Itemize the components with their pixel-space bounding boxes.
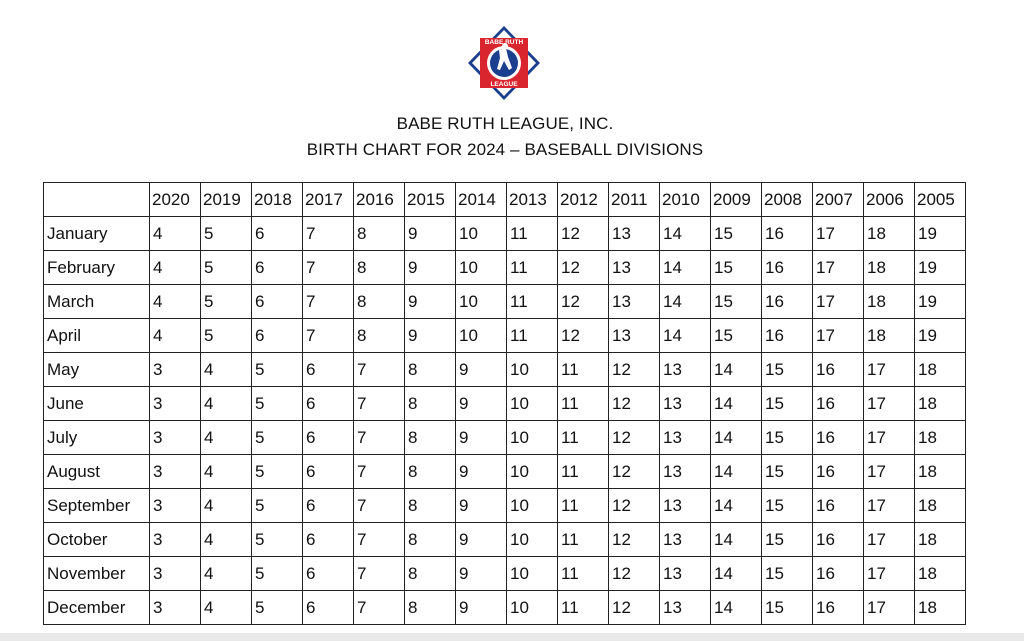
age-cell: 13 (609, 217, 660, 251)
age-cell: 15 (711, 217, 762, 251)
age-cell: 3 (150, 489, 201, 523)
year-header: 2018 (252, 183, 303, 217)
age-cell: 10 (456, 251, 507, 285)
month-cell: November (44, 557, 150, 591)
age-cell: 15 (762, 557, 813, 591)
age-cell: 6 (252, 217, 303, 251)
age-cell: 12 (558, 285, 609, 319)
age-cell: 6 (303, 455, 354, 489)
age-cell: 11 (558, 421, 609, 455)
age-cell: 19 (915, 319, 966, 353)
month-cell: March (44, 285, 150, 319)
age-cell: 6 (303, 421, 354, 455)
age-cell: 4 (201, 353, 252, 387)
age-cell: 7 (354, 421, 405, 455)
age-cell: 14 (660, 285, 711, 319)
age-cell: 12 (609, 421, 660, 455)
age-cell: 4 (150, 251, 201, 285)
age-cell: 19 (915, 251, 966, 285)
year-header: 2013 (507, 183, 558, 217)
age-cell: 9 (405, 251, 456, 285)
age-cell: 14 (711, 591, 762, 625)
age-cell: 17 (864, 421, 915, 455)
babe-ruth-league-logo (466, 24, 542, 102)
age-cell: 9 (456, 455, 507, 489)
age-cell: 9 (456, 387, 507, 421)
age-cell: 18 (915, 523, 966, 557)
age-cell: 11 (558, 523, 609, 557)
age-cell: 4 (201, 455, 252, 489)
age-cell: 14 (711, 455, 762, 489)
age-cell: 8 (405, 557, 456, 591)
age-cell: 10 (456, 319, 507, 353)
age-cell: 7 (354, 557, 405, 591)
month-cell: May (44, 353, 150, 387)
age-cell: 9 (456, 353, 507, 387)
year-header: 2006 (864, 183, 915, 217)
age-cell: 9 (405, 285, 456, 319)
year-header: 2015 (405, 183, 456, 217)
year-header: 2012 (558, 183, 609, 217)
age-cell: 6 (252, 251, 303, 285)
year-header: 2016 (354, 183, 405, 217)
age-cell: 5 (201, 285, 252, 319)
age-cell: 10 (456, 285, 507, 319)
age-cell: 7 (354, 591, 405, 625)
age-cell: 11 (507, 251, 558, 285)
age-cell: 14 (660, 251, 711, 285)
age-cell: 14 (711, 421, 762, 455)
age-cell: 15 (762, 353, 813, 387)
age-cell: 16 (813, 591, 864, 625)
age-cell: 11 (558, 387, 609, 421)
age-cell: 9 (456, 489, 507, 523)
age-cell: 17 (813, 217, 864, 251)
age-cell: 18 (915, 353, 966, 387)
age-cell: 4 (150, 319, 201, 353)
age-cell: 18 (864, 251, 915, 285)
age-cell: 9 (456, 421, 507, 455)
age-cell: 14 (660, 217, 711, 251)
age-cell: 19 (915, 285, 966, 319)
age-cell: 10 (507, 455, 558, 489)
age-cell: 8 (354, 285, 405, 319)
age-cell: 5 (201, 251, 252, 285)
age-cell: 16 (813, 455, 864, 489)
age-cell: 11 (507, 217, 558, 251)
age-cell: 16 (813, 523, 864, 557)
age-cell: 4 (150, 217, 201, 251)
age-cell: 13 (660, 455, 711, 489)
age-cell: 17 (864, 557, 915, 591)
table-row (44, 387, 966, 421)
age-cell: 19 (915, 217, 966, 251)
age-cell: 3 (150, 523, 201, 557)
age-cell: 8 (405, 489, 456, 523)
age-cell: 8 (405, 591, 456, 625)
age-cell: 14 (711, 557, 762, 591)
age-cell: 8 (354, 251, 405, 285)
age-cell: 14 (711, 353, 762, 387)
age-cell: 11 (558, 455, 609, 489)
age-cell: 8 (405, 455, 456, 489)
age-cell: 6 (303, 591, 354, 625)
age-cell: 10 (507, 421, 558, 455)
age-cell: 18 (915, 455, 966, 489)
age-cell: 10 (507, 523, 558, 557)
age-cell: 18 (864, 319, 915, 353)
corner-cell (44, 183, 150, 217)
age-cell: 13 (609, 319, 660, 353)
age-cell: 11 (558, 591, 609, 625)
age-cell: 16 (813, 387, 864, 421)
age-cell: 14 (660, 319, 711, 353)
age-cell: 3 (150, 421, 201, 455)
bottom-scroll-edge (0, 633, 1024, 641)
age-cell: 12 (558, 217, 609, 251)
age-cell: 7 (354, 387, 405, 421)
age-cell: 12 (609, 523, 660, 557)
age-cell: 18 (864, 217, 915, 251)
age-cell: 14 (711, 387, 762, 421)
age-cell: 5 (252, 557, 303, 591)
month-cell: April (44, 319, 150, 353)
age-cell: 4 (201, 489, 252, 523)
age-cell: 8 (405, 387, 456, 421)
age-cell: 17 (813, 251, 864, 285)
year-header: 2010 (660, 183, 711, 217)
age-cell: 10 (507, 387, 558, 421)
age-cell: 12 (558, 251, 609, 285)
table-row (44, 319, 966, 353)
age-cell: 5 (252, 523, 303, 557)
age-cell: 13 (660, 421, 711, 455)
age-cell: 4 (201, 591, 252, 625)
age-cell: 12 (609, 353, 660, 387)
month-cell: September (44, 489, 150, 523)
age-cell: 13 (660, 523, 711, 557)
age-cell: 13 (660, 557, 711, 591)
age-cell: 4 (201, 387, 252, 421)
age-cell: 13 (660, 489, 711, 523)
age-cell: 9 (456, 557, 507, 591)
year-header: 2005 (915, 183, 966, 217)
age-cell: 15 (762, 421, 813, 455)
table-row (44, 285, 966, 319)
age-cell: 18 (915, 387, 966, 421)
age-cell: 7 (354, 489, 405, 523)
year-header: 2020 (150, 183, 201, 217)
age-cell: 12 (609, 557, 660, 591)
document-subtitle: BIRTH CHART FOR 2024 – BASEBALL DIVISIONS (306, 140, 704, 159)
age-cell: 14 (711, 523, 762, 557)
age-cell: 6 (252, 319, 303, 353)
year-header: 2017 (303, 183, 354, 217)
age-cell: 15 (762, 489, 813, 523)
age-cell: 18 (864, 285, 915, 319)
age-cell: 10 (456, 217, 507, 251)
age-cell: 6 (303, 557, 354, 591)
age-cell: 5 (201, 217, 252, 251)
age-cell: 16 (813, 489, 864, 523)
month-cell: October (44, 523, 150, 557)
age-cell: 8 (354, 217, 405, 251)
age-cell: 18 (915, 421, 966, 455)
year-header: 2009 (711, 183, 762, 217)
month-cell: February (44, 251, 150, 285)
age-cell: 9 (456, 591, 507, 625)
age-cell: 4 (201, 421, 252, 455)
age-cell: 13 (660, 591, 711, 625)
age-cell: 16 (762, 285, 813, 319)
age-cell: 3 (150, 387, 201, 421)
table-row (44, 489, 966, 523)
age-cell: 16 (813, 353, 864, 387)
age-cell: 4 (201, 557, 252, 591)
age-cell: 11 (558, 489, 609, 523)
age-cell: 16 (762, 251, 813, 285)
age-cell: 13 (660, 353, 711, 387)
age-cell: 13 (609, 285, 660, 319)
age-cell: 3 (150, 455, 201, 489)
age-cell: 7 (303, 217, 354, 251)
age-cell: 4 (201, 523, 252, 557)
table-row (44, 421, 966, 455)
age-cell: 12 (609, 489, 660, 523)
month-cell: January (44, 217, 150, 251)
age-cell: 5 (252, 489, 303, 523)
year-header: 2008 (762, 183, 813, 217)
table-row (44, 455, 966, 489)
age-cell: 12 (609, 455, 660, 489)
age-cell: 11 (558, 557, 609, 591)
age-cell: 10 (507, 353, 558, 387)
age-cell: 15 (762, 455, 813, 489)
year-header: 2014 (456, 183, 507, 217)
age-cell: 7 (303, 251, 354, 285)
month-cell: July (44, 421, 150, 455)
age-cell: 11 (558, 353, 609, 387)
age-cell: 3 (150, 591, 201, 625)
age-cell: 15 (762, 387, 813, 421)
age-cell: 8 (405, 353, 456, 387)
age-cell: 6 (303, 523, 354, 557)
table-row (44, 591, 966, 625)
age-cell: 13 (660, 387, 711, 421)
birth-chart-table (43, 182, 966, 625)
age-cell: 17 (864, 523, 915, 557)
age-cell: 15 (711, 319, 762, 353)
age-cell: 6 (303, 387, 354, 421)
age-cell: 10 (507, 557, 558, 591)
age-cell: 6 (303, 489, 354, 523)
age-cell: 5 (252, 353, 303, 387)
age-cell: 9 (405, 217, 456, 251)
age-cell: 7 (354, 353, 405, 387)
document-title: BABE RUTH LEAGUE, INC. (396, 114, 614, 133)
age-cell: 12 (609, 387, 660, 421)
age-cell: 16 (813, 421, 864, 455)
age-cell: 18 (915, 591, 966, 625)
age-cell: 7 (354, 455, 405, 489)
header-row (44, 183, 966, 217)
logo-text-top: BABE RUTH (484, 39, 524, 46)
age-cell: 5 (252, 455, 303, 489)
age-cell: 11 (507, 319, 558, 353)
age-cell: 5 (252, 387, 303, 421)
age-cell: 7 (303, 319, 354, 353)
age-cell: 11 (507, 285, 558, 319)
age-cell: 8 (405, 421, 456, 455)
table-row (44, 353, 966, 387)
age-cell: 12 (558, 319, 609, 353)
logo-text-bottom: LEAGUE (490, 81, 518, 88)
age-cell: 8 (354, 319, 405, 353)
age-cell: 16 (813, 557, 864, 591)
age-cell: 15 (711, 251, 762, 285)
age-cell: 12 (609, 591, 660, 625)
age-cell: 15 (762, 523, 813, 557)
table-row (44, 557, 966, 591)
age-cell: 3 (150, 353, 201, 387)
age-cell: 15 (711, 285, 762, 319)
age-cell: 10 (507, 591, 558, 625)
age-cell: 3 (150, 557, 201, 591)
month-cell: December (44, 591, 150, 625)
month-cell: August (44, 455, 150, 489)
age-cell: 4 (150, 285, 201, 319)
age-cell: 5 (252, 591, 303, 625)
age-cell: 16 (762, 217, 813, 251)
age-cell: 8 (405, 523, 456, 557)
age-cell: 15 (762, 591, 813, 625)
age-cell: 5 (201, 319, 252, 353)
age-cell: 7 (354, 523, 405, 557)
year-header: 2007 (813, 183, 864, 217)
year-header: 2019 (201, 183, 252, 217)
age-cell: 17 (813, 285, 864, 319)
table-row (44, 251, 966, 285)
age-cell: 6 (252, 285, 303, 319)
age-cell: 14 (711, 489, 762, 523)
table-row (44, 523, 966, 557)
age-cell: 6 (303, 353, 354, 387)
age-cell: 16 (762, 319, 813, 353)
age-cell: 17 (864, 591, 915, 625)
age-cell: 17 (813, 319, 864, 353)
age-cell: 18 (915, 489, 966, 523)
age-cell: 10 (507, 489, 558, 523)
age-cell: 17 (864, 455, 915, 489)
age-cell: 17 (864, 489, 915, 523)
age-cell: 9 (405, 319, 456, 353)
year-header: 2011 (609, 183, 660, 217)
age-cell: 5 (252, 421, 303, 455)
age-cell: 9 (456, 523, 507, 557)
age-cell: 18 (915, 557, 966, 591)
table-row (44, 217, 966, 251)
age-cell: 7 (303, 285, 354, 319)
month-cell: June (44, 387, 150, 421)
age-cell: 13 (609, 251, 660, 285)
age-cell: 17 (864, 353, 915, 387)
age-cell: 17 (864, 387, 915, 421)
